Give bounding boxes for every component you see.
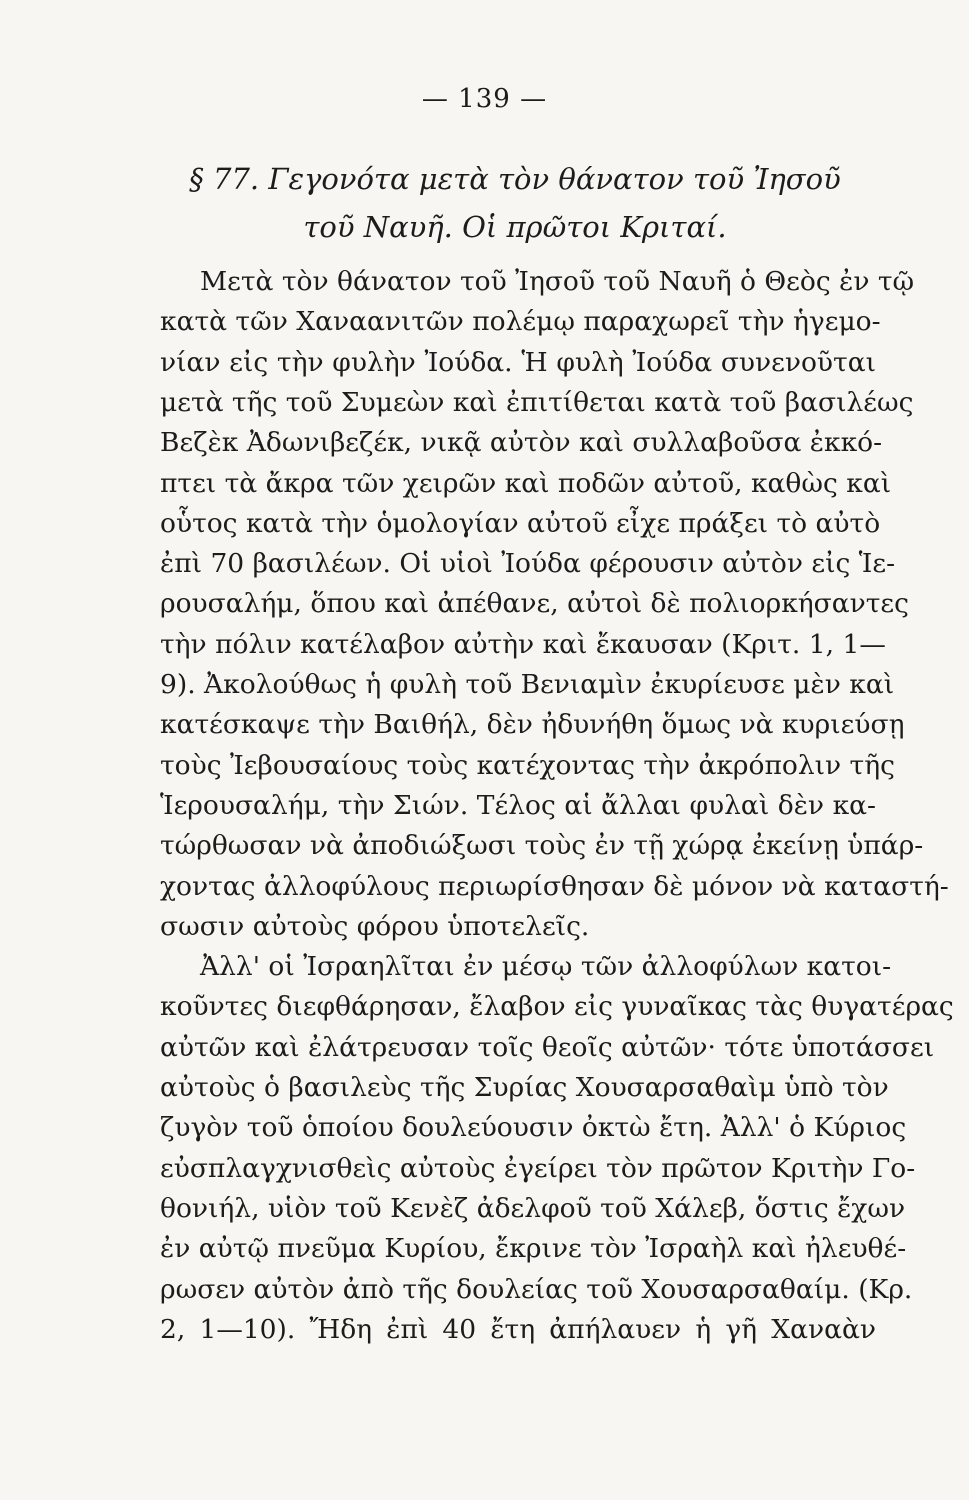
text-line: θονιήλ, υἱὸν τοῦ Κενὲζ ἀδελφοῦ τοῦ Χάλεβ, ὅστις ἔχων	[160, 1192, 906, 1224]
text-line: κατὰ τῶν Χαναανιτῶν πολέμῳ παραχωρεῖ τὴν ἡγεμο-	[160, 306, 881, 338]
text-line: 9). Ἀκολούθως ἡ φυλὴ τοῦ Βενιαμὶν ἐκυρίευσε μὲν καὶ	[160, 669, 895, 700]
text-line: Βεζὲκ Ἀδωνιβεζέκ, νικᾷ αὐτὸν καὶ συλλαβοῦσα ἐκκό-	[160, 427, 883, 459]
text-line: 2, 1—10). Ἤδη ἐπὶ 40 ἔτη ἀπήλαυεν ἡ γῆ Χαναὰν	[160, 1313, 876, 1345]
text-line: τώρθωσαν νὰ ἀποδιώξωσι τοὺς ἐν τῇ χώρᾳ ἐκείνῃ ὑπάρ-	[160, 830, 924, 862]
section-heading-line-2: τοῦ Ναυῆ. Οἱ πρῶτοι Κριταί.	[303, 210, 727, 244]
text-line: αὐτῶν καὶ ἐλάτρευσαν τοῖς θεοῖς αὐτῶν· τότε ὑποτάσσει	[160, 1031, 935, 1063]
text-line: κοῦντες διεφθάρησαν, ἔλαβον εἰς γυναῖκας τὰς θυγατέρας	[160, 991, 954, 1023]
text-line: σωσιν αὐτοὺς φόρου ὑποτελεῖς.	[160, 910, 590, 942]
text-line: ἐπὶ 70 βασιλέων. Οἱ υἱοὶ Ἰούδα φέρουσιν αὐτὸν εἰς Ἱε-	[160, 548, 896, 580]
text-line: Ἱερουσαλήμ, τὴν Σιών. Τέλος αἱ ἄλλαι φυλαὶ δὲν κα-	[160, 789, 876, 821]
section-heading-line-1: § 77. Γεγονότα μετὰ τὸν θάνατον τοῦ Ἰησοῦ	[189, 162, 841, 196]
text-line: χοντας ἀλλοφύλους περιωρίσθησαν δὲ μόνον νὰ καταστή-	[160, 870, 949, 902]
text-line: τοὺς Ἰεβουσαίους τοὺς κατέχοντας τὴν ἀκρόπολιν τῆς	[160, 749, 895, 781]
text-line: νίαν εἰς τὴν φυλὴν Ἰούδα. Ἡ φυλὴ Ἰούδα συνενοῦται	[160, 346, 876, 378]
text-line: οὗτος κατὰ τὴν ὁμολογίαν αὐτοῦ εἶχε πράξει τὸ αὐτὸ	[160, 507, 881, 539]
text-line: μετὰ τῆς τοῦ Συμεὼν καὶ ἐπιτίθεται κατὰ τοῦ βασιλέως	[160, 386, 914, 418]
text-line: πτει τὰ ἄκρα τῶν χειρῶν καὶ ποδῶν αὐτοῦ, καθὼς καὶ	[160, 467, 892, 499]
text-line: ρωσεν αὐτὸν ἀπὸ τῆς δουλείας τοῦ Χουσαρσαθαίμ. (Κρ.	[160, 1273, 913, 1305]
text-line: Μετὰ τὸν θάνατον τοῦ Ἰησοῦ τοῦ Ναυῆ ὁ Θεὸς ἐν τῷ	[200, 266, 915, 297]
text-line: Ἀλλ' οἱ Ἰσραηλῖται ἐν μέσῳ τῶν ἀλλοφύλων κατοι-	[200, 951, 892, 983]
text-line: ἐν αὐτῷ πνεῦμα Κυρίου, ἔκρινε τὸν Ἰσραὴλ καὶ ἠλευθέ-	[160, 1233, 907, 1265]
text-line: εὐσπλαγχνισθεὶς αὐτοὺς ἐγείρει τὸν πρῶτον Κριτὴν Γο-	[160, 1152, 916, 1184]
page-number: — 139 —	[421, 84, 548, 114]
text-line: αὐτοὺς ὁ βασιλεὺς τῆς Συρίας Χουσαρσαθαὶμ ὑπὸ τὸν	[160, 1072, 889, 1103]
text-line: ζυγὸν τοῦ ὁποίου δουλεύουσιν ὀκτὼ ἔτη. Ἀλλ' ὁ Κύριος	[160, 1112, 907, 1144]
text-line: ρουσαλήμ, ὅπου καὶ ἀπέθανε, αὐτοὶ δὲ πολιορκήσαντες	[160, 588, 909, 620]
text-line: τὴν πόλιν κατέλαβον αὐτὴν καὶ ἔκαυσαν (Κριτ. 1, 1—	[160, 628, 886, 660]
text-line: κατέσκαψε τὴν Βαιθήλ, δὲν ἠδυνήθη ὅμως νὰ κυριεύσῃ	[160, 709, 905, 741]
